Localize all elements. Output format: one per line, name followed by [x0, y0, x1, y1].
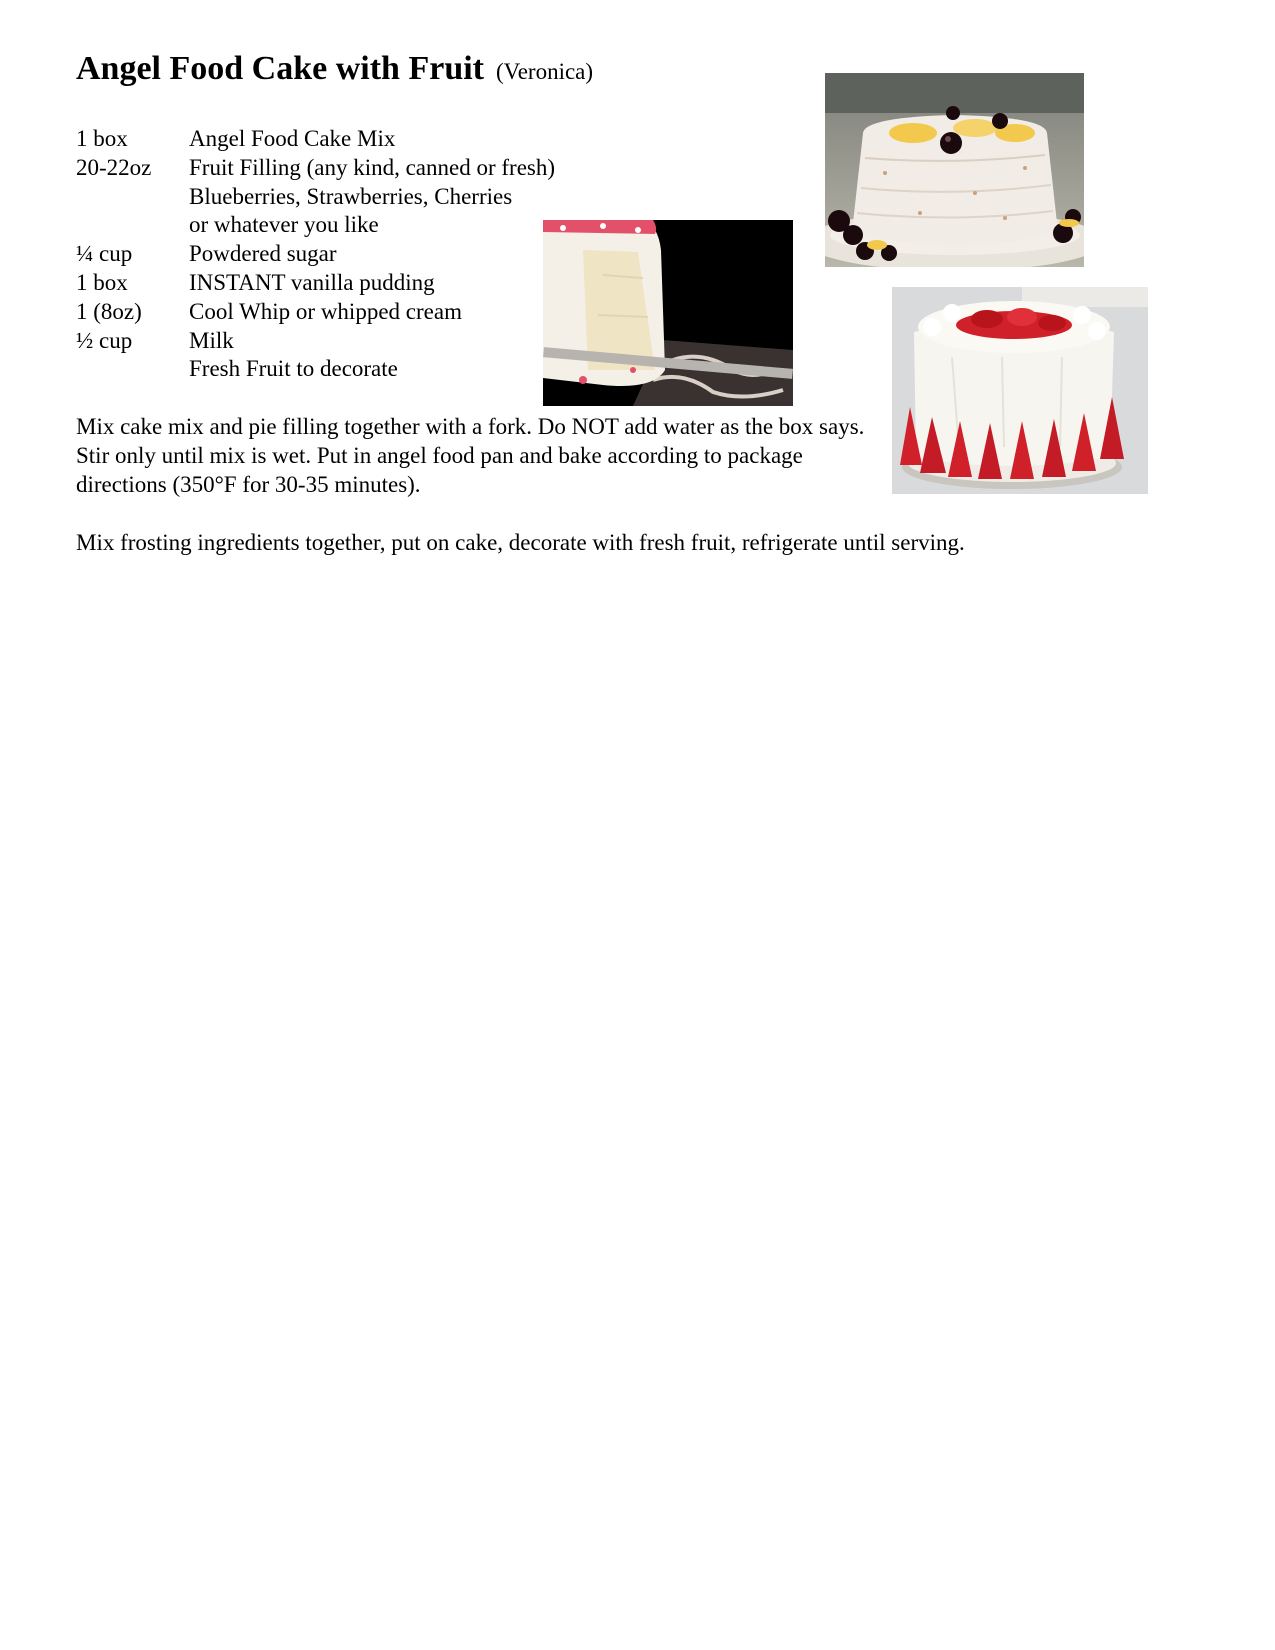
ingredient-quantity — [76, 183, 189, 212]
ingredient-quantity: 1 (8oz) — [76, 298, 142, 324]
ingredient-row — [76, 355, 555, 384]
ingredient-name: INSTANT vanilla pudding — [189, 269, 435, 295]
ingredient-name: Angel Food Cake Mix — [189, 126, 396, 151]
baking-instructions: Mix cake mix and pie filling together with a fork. Do NOT add water as the box says. Stir only until mix is wet. Put in angel food pan and bake according to package directions (350°F for 30-35 minutes). — [76, 414, 865, 497]
cake-cherries-photo — [825, 73, 1084, 267]
ingredient-name: Cool Whip or whipped cream — [189, 298, 462, 324]
ingredient-quantity: ½ cup — [76, 327, 133, 353]
recipe-name: Angel Food Cake with Fruit — [76, 50, 484, 87]
ingredient-quantity — [76, 355, 189, 384]
ingredient-row — [76, 154, 555, 183]
ingredient-row — [76, 327, 555, 356]
ingredient-quantity: 20-22oz — [76, 154, 152, 180]
ingredient-row — [76, 211, 555, 240]
ingredient-name: Fruit Filling (any kind, canned or fresh) — [189, 154, 556, 180]
ingredient-row — [76, 269, 555, 298]
ingredient-quantity: ¼ cup — [76, 241, 133, 267]
ingredient-row — [76, 240, 555, 269]
ingredient-name: Powdered sugar — [189, 241, 337, 267]
cake-strawberries-photo — [892, 287, 1148, 494]
ingredient-quantity: 1 box — [76, 269, 128, 295]
ingredient-quantity: 1 box — [76, 126, 128, 151]
ingredient-row — [76, 125, 555, 154]
recipe-title — [76, 52, 593, 86]
ingredient-name: Milk — [189, 327, 234, 353]
ingredient-row — [76, 183, 555, 212]
ingredient-quantity — [76, 211, 189, 240]
ingredient-name: Blueberries, Strawberries, Cherries — [189, 183, 513, 209]
recipe-author: (Veronica) — [496, 59, 594, 84]
ingredient-name: Fresh Fruit to decorate — [189, 356, 398, 382]
cake-slice-photo — [543, 220, 793, 406]
ingredient-list — [76, 125, 555, 384]
frosting-instructions: Mix frosting ingredients together, put on cake, decorate with fresh fruit, refrigerate until serving. — [76, 530, 965, 555]
ingredient-name: or whatever you like — [189, 212, 379, 238]
ingredient-row — [76, 298, 555, 327]
